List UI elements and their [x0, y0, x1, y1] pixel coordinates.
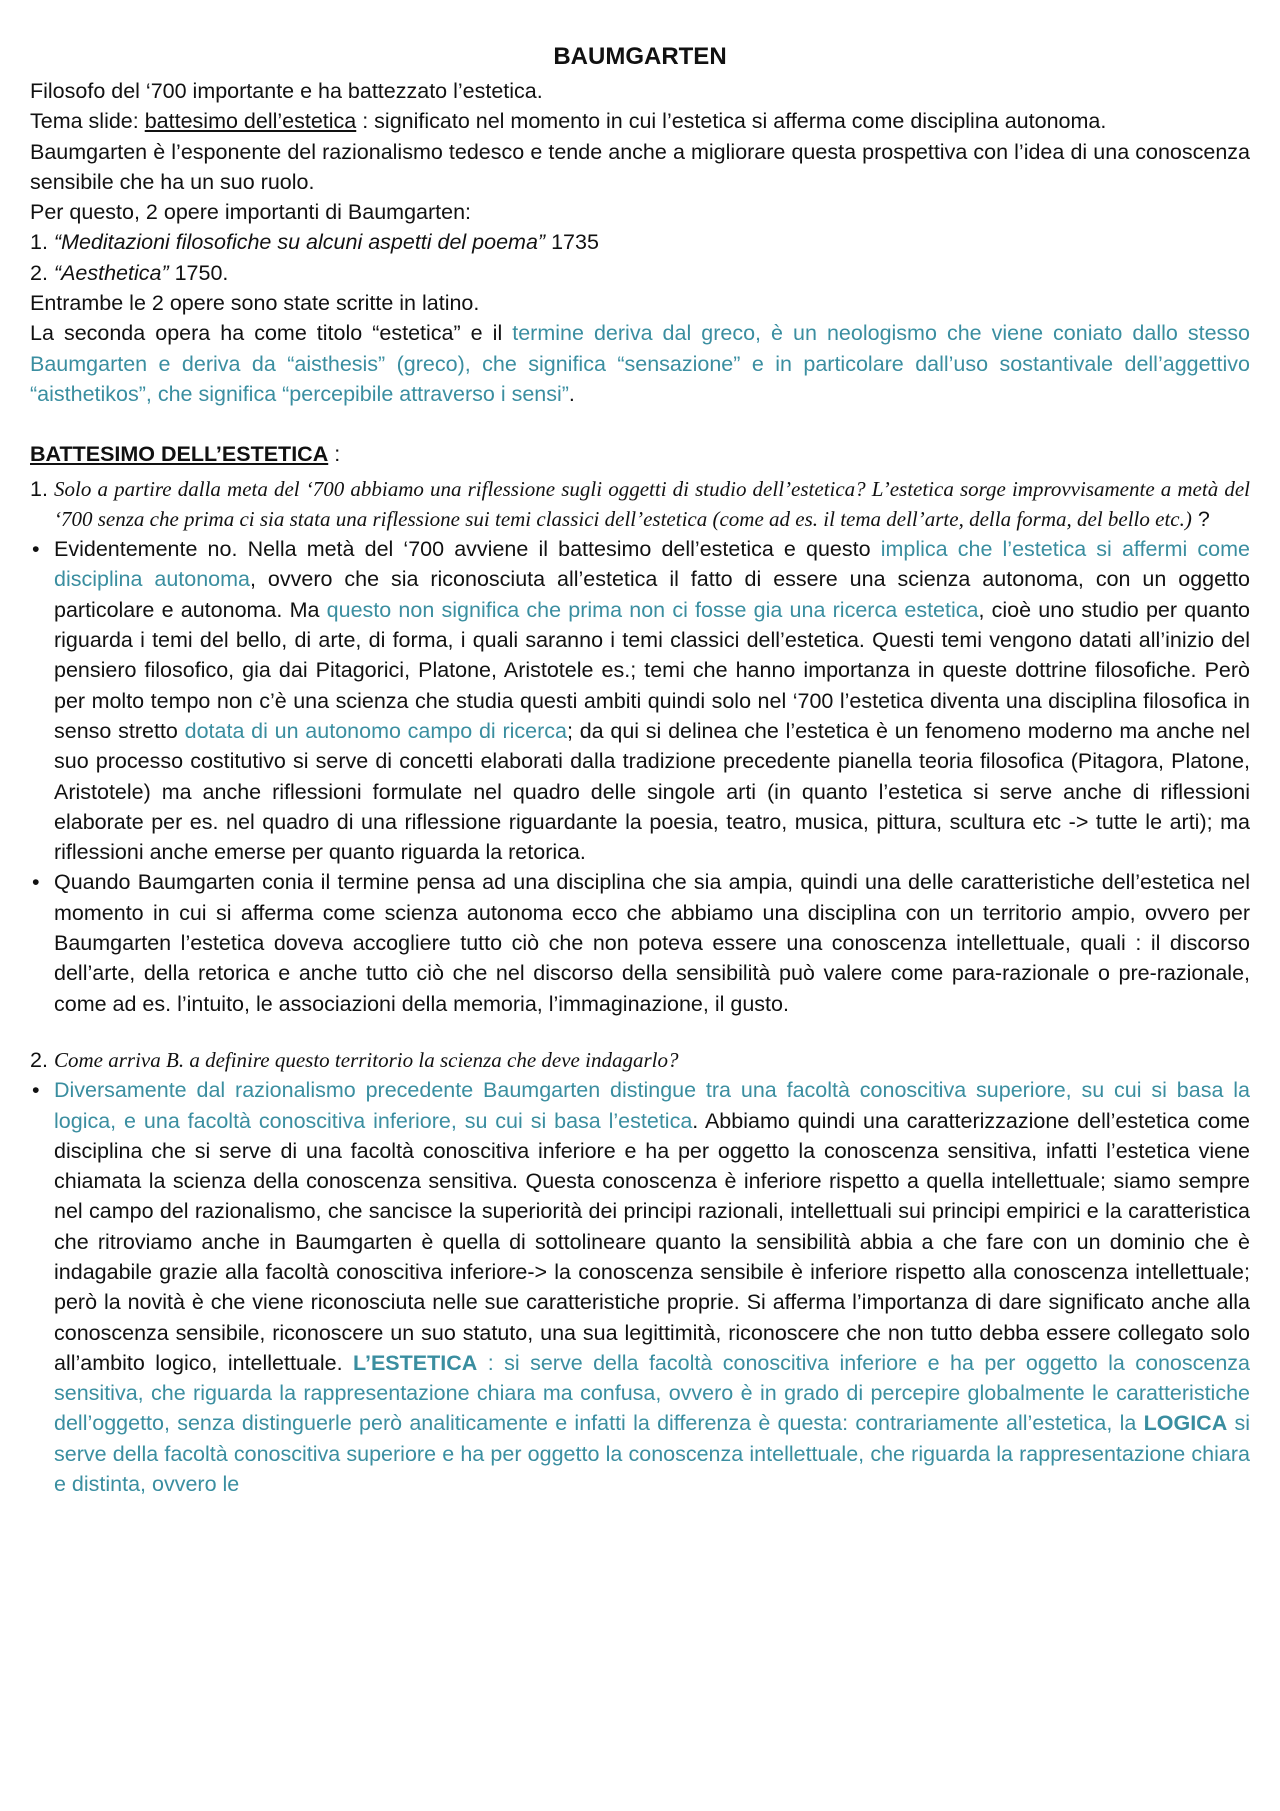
intro-line-4: Per questo, 2 opere importanti di Baumgarten: [30, 200, 472, 225]
etymology-highlight: termine deriva dal greco, è un neologismo che viene coniato dallo stesso Baumgarten e deriva da “aisthesis” (greco), che significa “sensazione” e in particolare dall’uso sostantivale dell’aggettivo “aisthetikos”, che significa “percepibile attraverso i sensi” [30, 321, 1251, 406]
bullet-1-part-3: , cioè uno studio per quanto riguarda i temi del bello, di arte, di forma, i quali saranno i temi classici dell’estetica. Questi temi vengono datati all’inizio del pensiero filosofico, gia dai Pitagorici, Platone, Aristotele es.; temi che hanno importanza in queste dottrine filosofiche. Però per molto tempo non c’è una scienza che studia questi ambiti quindi solo nel ‘700 l’estetica diventa una disciplina filosofica in senso stretto [54, 597, 1251, 743]
bullet-1 [30, 534, 1250, 867]
bullet-3-highlight-1: Diversamente dal razionalismo precedente Baumgarten distingue tra una facoltà conoscitiva superiore, su cui si basa la logica, e una facoltà conoscitiva inferiore, su cui si basa l’estetica [54, 1078, 1250, 1133]
bullet-3 [30, 1075, 1250, 1499]
intro-line-2-suffix: : significato nel momento in cui l’estetica si afferma come disciplina autonoma. [356, 109, 1107, 134]
work-2-title: “Aesthetica” [53, 260, 169, 285]
question-1-body: Solo a partire dalla meta del ‘700 abbiamo una riflessione sugli oggetti di studio dell’estetica? L’estetica sorge improvvisamente a metà del ‘700 senza che prima ci sia stata una riflessione sui temi classici dell’estetica (come ad es. il tema dell’arte, della forma, del bello etc.) [54, 476, 1250, 531]
question-1-text [54, 474, 1250, 535]
intro-line-2-prefix: Tema slide: [30, 109, 145, 134]
section-heading-text: BATTESIMO DELL’ESTETICA [30, 442, 329, 467]
bullet-3-part-1: . Abbiamo quindi una caratterizzazione dell’estetica come disciplina che si serve di una facoltà conoscitiva inferiore e ha per oggetto la conoscenza sensitiva, infatti l’estetica viene chiamata la scienza della conoscenza sensitiva. Questa conoscenza è inferiore rispetto a quella intellettuale; siamo sempre nel campo del razionalismo, che sancisce la superiorità dei principi razionali, intellettuali sui principi empirici e la caratteristica che ritroviamo anche in Baumgarten è quella di sottolineare quanto la sensibilità abbia a che fare con un dominio che è indagabile grazie alla facoltà conoscitiva inferiore-> la conoscenza sensibile è inferiore rispetto alla conoscenza intellettuale; però la novità è che viene riconosciuta nelle sue caratteristiche proprie. Si afferma l’importanza di dare significato anche alla conoscenza sensibile, riconoscere un suo statuto, una sua legittimità, riconoscere che non tutto debba essere collegato solo all’ambito logico, intellettuale. [54, 1108, 1250, 1375]
intro-line-5: Entrambe le 2 opere sono state scritte in latino. [30, 291, 480, 316]
intro-line-6-prefix: La seconda opera ha come titolo “estetica” e il [30, 321, 513, 346]
document-page [30, 40, 1250, 1499]
question-2-number: 2. [30, 1047, 48, 1072]
question-1 [30, 474, 1250, 535]
bullet-1-highlight-3: dotata di un autonomo campo di ricerca [184, 718, 567, 743]
bullet-3-highlight-2: : si serve della facoltà conoscitiva inferiore e ha per oggetto la conoscenza sensitiva, che riguarda la rappresentazione chiara ma confusa, ovvero è in grado di percepire globalmente le caratteristiche dell’oggetto, senza distinguerle però analiticamente e infatti la differenza è questa: contrariamente all’estetica, la [54, 1350, 1250, 1436]
work-item-1 [30, 227, 1250, 257]
bullet-3-marker: • [32, 1078, 40, 1103]
section-heading-suffix: : [328, 442, 341, 467]
question-1-number: 1. [30, 476, 48, 501]
bullet-1-part-1: Evidentemente no. Nella metà del ‘700 avviene il battesimo dell’estetica e questo [54, 537, 881, 562]
work-2-number: 2. [30, 260, 54, 285]
work-1-year: 1735 [545, 230, 599, 255]
question-2-text: Come arriva B. a definire questo territorio la scienza che deve indagarlo? [54, 1047, 679, 1072]
question-spacer [30, 1019, 1250, 1045]
page-title: BAUMGARTEN [553, 43, 727, 70]
bullet-1-highlight-1: implica che l’estetica si affermi come disciplina autonoma [54, 537, 1250, 592]
bullet-1-part-2: , ovvero che sia riconosciuta all’estetica il fatto di essere una scienza autonoma, con un oggetto particolare e autonoma. Ma [54, 567, 1250, 622]
question-2 [30, 1045, 1250, 1075]
bullet-2 [30, 867, 1250, 1018]
bullet-1-part-4: ; da qui si delinea che l’estetica è un fenomeno moderno ma anche nel suo processo costitutivo si serve di concetti elaborati dalla tradizione precedente pianella teoria filosofica (Pitagora, Platone, Aristotele) ma anche riflessioni formulate nel quadro delle singole arti (in quanto l’estetica si serve anche di riflessioni elaborate per es. nel quadro di una riflessione riguardante la poesia, teatro, musica, pittura, scultura etc -> tutte le arti); ma riflessioni anche emerse per quanto riguarda la retorica. [54, 718, 1250, 865]
intro-line-6-suffix: . [568, 381, 575, 406]
bullet-2-marker: • [32, 870, 40, 895]
underlined-topic: battesimo dell’estetica [144, 109, 357, 134]
work-1-title: “Meditazioni filosofiche su alcuni aspetti del poema” [53, 230, 546, 255]
logica-term: LOGICA [1143, 1411, 1228, 1436]
work-item-2 [30, 258, 1250, 288]
bullet-1-highlight-2: questo non significa che prima non ci fosse gia una ricerca estetica [326, 597, 979, 622]
bullet-3-highlight-3: si serve della facoltà conoscitiva superiore e ha per oggetto la conoscenza intellettuale, che riguarda la rappresentazione chiara e distinta, ovvero le [54, 1411, 1250, 1497]
work-1-number: 1. [30, 230, 54, 255]
bullet-3-text [54, 1075, 1250, 1499]
section-spacer [30, 409, 1250, 439]
bullet-2-text: Quando Baumgarten conia il termine pensa ad una disciplina che sia ampia, quindi una delle caratteristiche dell’estetica nel momento in cui si afferma come scienza autonoma ecco che abbiamo una disciplina con un territorio ampio, ovvero per Baumgarten l’estetica doveva accogliere tutto ciò che non poteva essere una conoscenza intellettuale, quali : il discorso dell’arte, della retorica e anche tutto ciò che nel discorso della sensibilità può valere come para-razionale o pre-razionale, come ad es. l’intuito, le associazioni della memoria, l’immaginazione, il gusto. [54, 870, 1250, 1016]
estetica-term: L’ESTETICA [353, 1350, 478, 1375]
bullet-1-marker: • [32, 537, 40, 562]
intro-line-2 [30, 106, 1250, 136]
intro-line-6 [30, 318, 1250, 409]
section-heading [30, 439, 1250, 469]
work-2-year: 1750. [168, 260, 229, 285]
intro-line-3: Baumgarten è l’esponente del razionalismo tedesco e tende anche a migliorare questa prospettiva con l’idea di una conoscenza sensibile che ha un suo ruolo. [30, 139, 1250, 194]
intro-line-1: Filosofo del ‘700 importante e ha battezzato l’estetica. [30, 79, 543, 103]
question-1-mark: ? [1191, 506, 1210, 531]
bullet-1-text [54, 534, 1250, 867]
